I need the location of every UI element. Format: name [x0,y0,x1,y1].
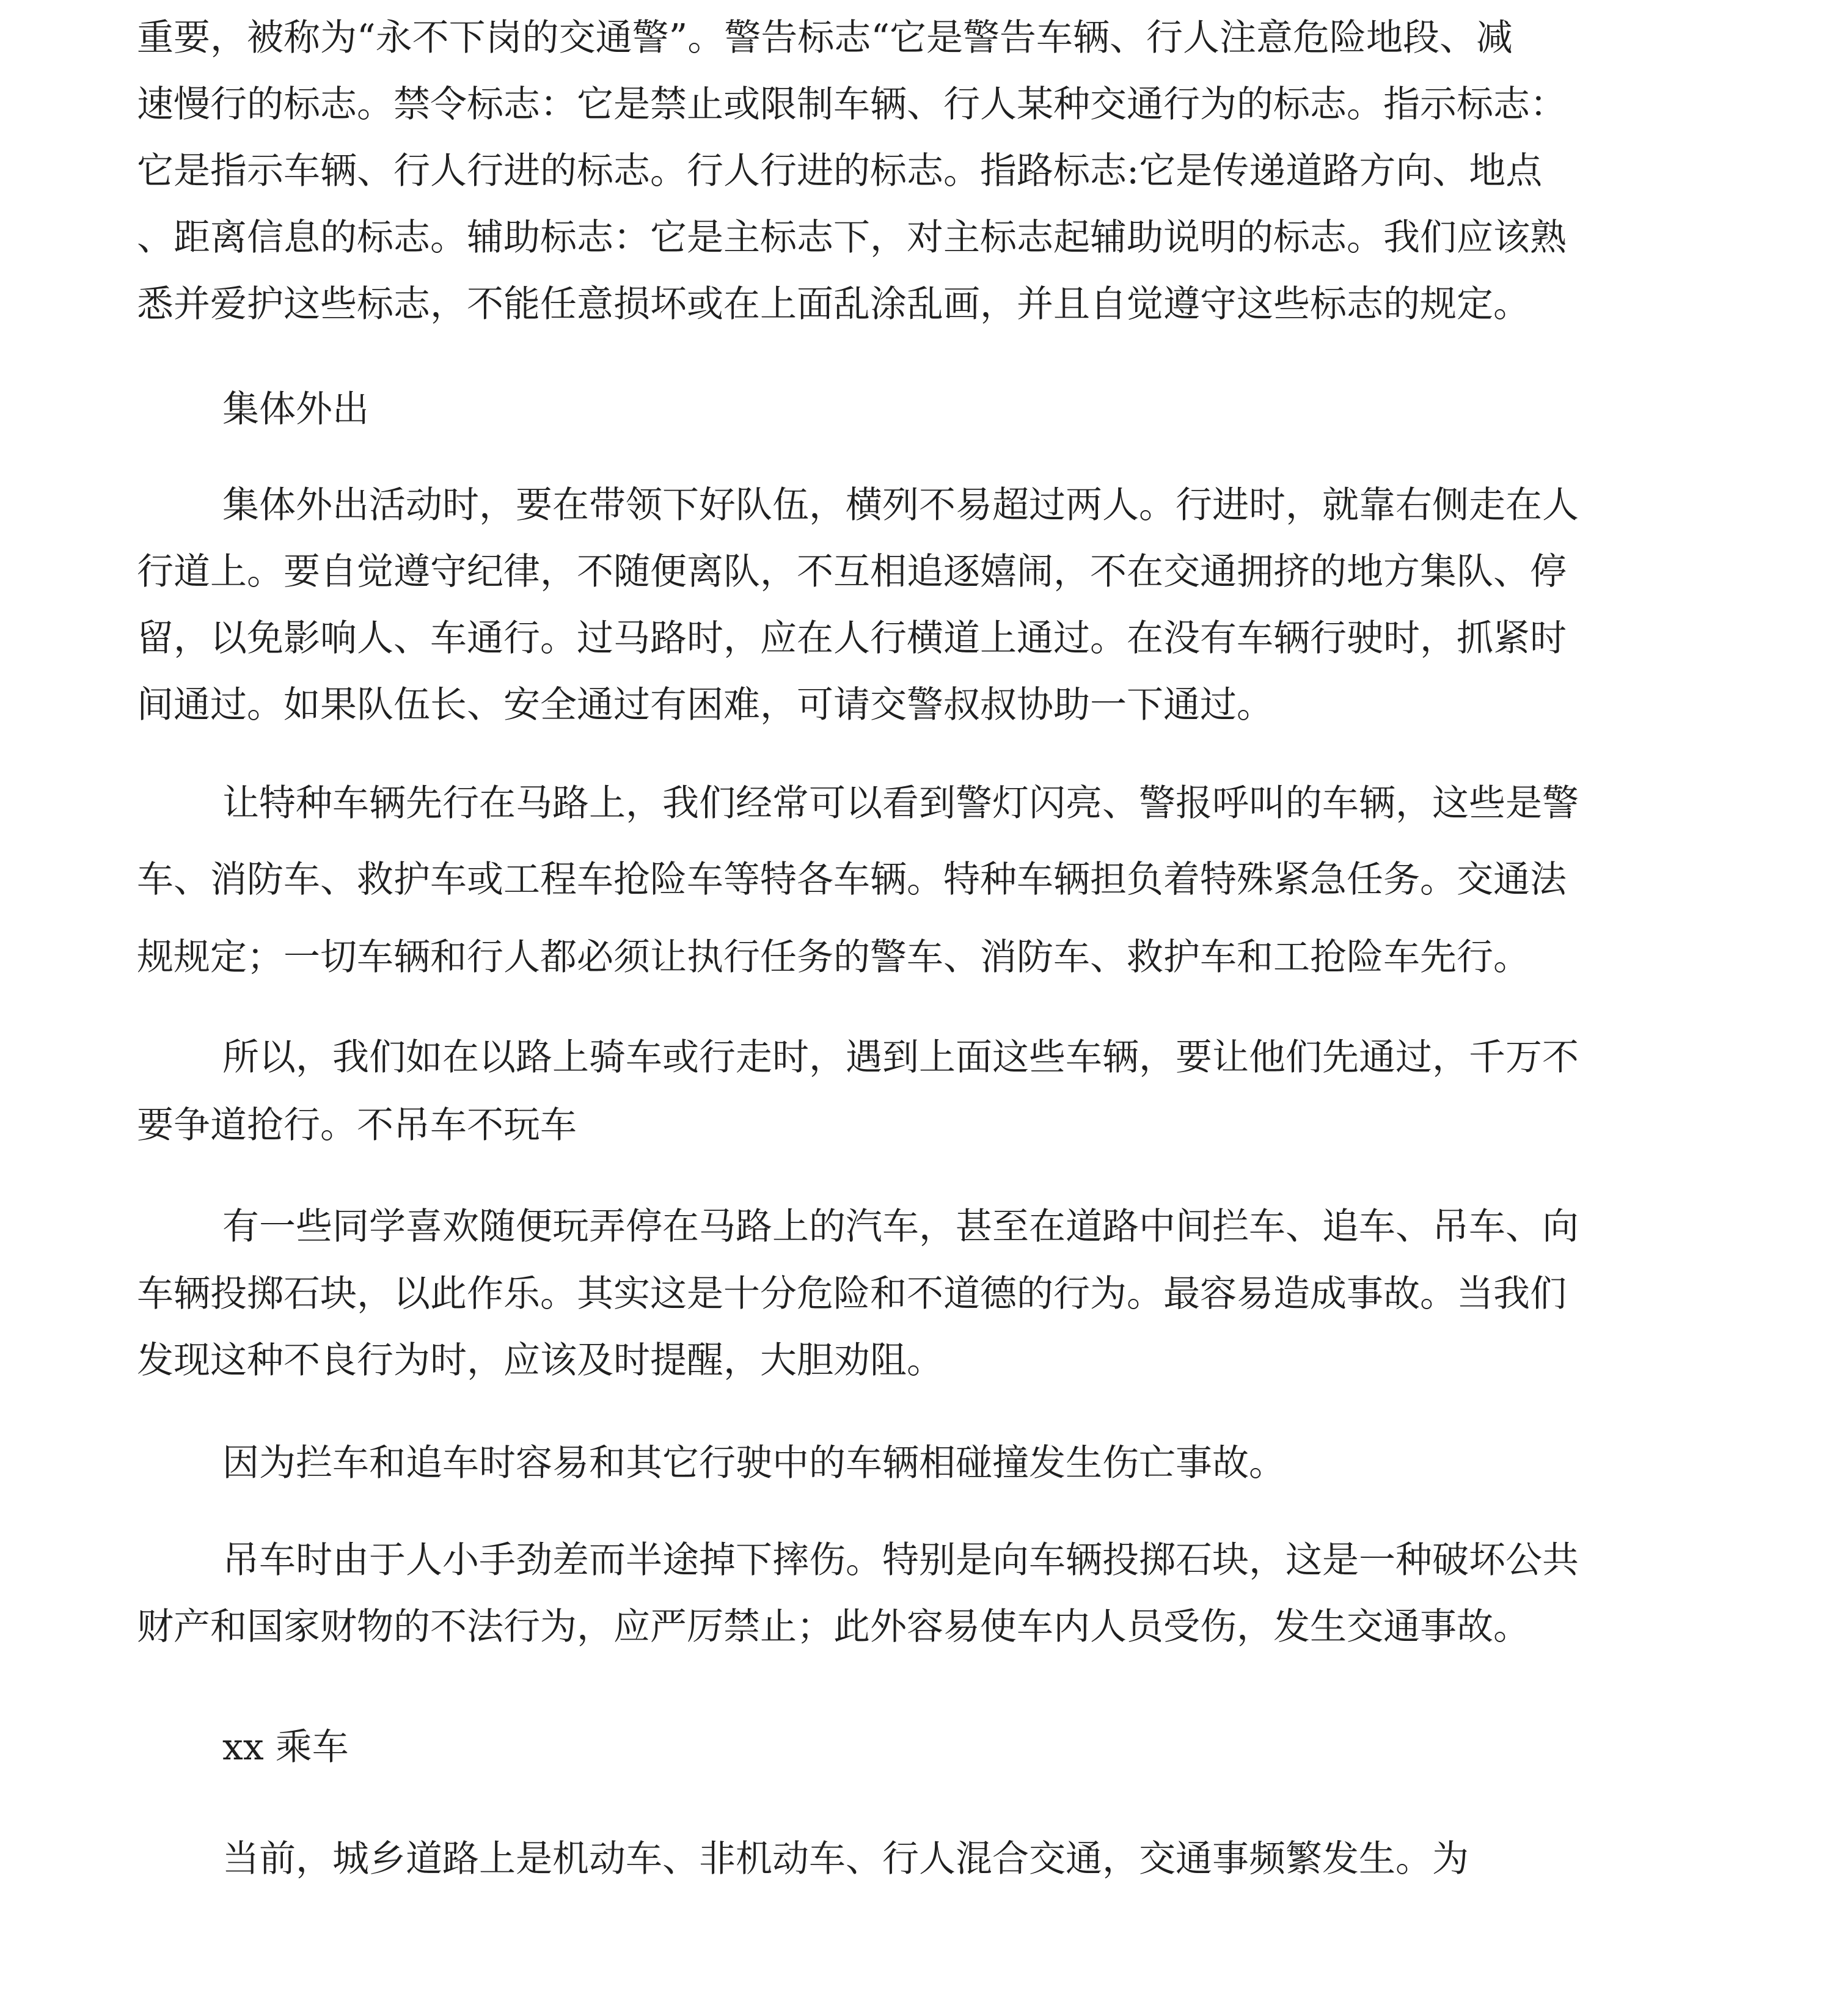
text-line: 所以，我们如在以路上骑车或行走时，遇到上面这些车辆，要让他们先通过，千万不 [222,1036,1579,1079]
text-line: 集体外出活动时，要在带领下好队伍，横列不易超过两人。行进时，就靠右侧走在人 [222,484,1579,527]
text-line: 车、消防车、救护车或工程车抢险车等特各车辆。特种车辆担负着特殊紧急任务。交通法 [137,858,1567,901]
text-line: 财产和国家财物的不法行为，应严厉禁止；此外容易使车内人员受伤，发生交通事故。 [137,1605,1530,1648]
text-line: 要争道抢行。不吊车不玩车 [137,1104,577,1147]
text-line: 重要，被称为“永不下岗的交通警”。警告标志“它是警告车辆、行人注意危险地段、减 [137,16,1513,59]
text-line: 因为拦车和追车时容易和其它行驶中的车辆相碰撞发生伤亡事故。 [222,1442,1286,1485]
text-line: 、距离信息的标志。辅助标志：它是主标志下，对主标志起辅助说明的标志。我们应该熟 [137,216,1567,259]
section-heading: 集体外出 [222,388,369,431]
text-line: 它是指示车辆、行人行进的标志。行人行进的标志。指路标志:它是传递道路方向、地点 [137,150,1543,192]
text-line: 发现这种不良行为时，应该及时提醒，大胆劝阻。 [137,1339,943,1382]
text-line: 让特种车辆先行在马路上，我们经常可以看到警灯闪亮、警报呼叫的车辆，这些是警 [222,782,1579,825]
text-line: 间通过。如果队伍长、安全通过有困难，可请交警叔叔协助一下通过。 [137,684,1273,726]
section-heading: xx 乘车 [222,1726,349,1769]
text-line: 行道上。要自觉遵守纪律，不随便离队，不互相追逐嬉闹，不在交通拥挤的地方集队、停 [137,550,1567,593]
text-line: 吊车时由于人小手劲差而半途掉下摔伤。特别是向车辆投掷石块，这是一种破坏公共 [222,1539,1579,1582]
text-line: 留，以免影响人、车通行。过马路时，应在人行横道上通过。在没有车辆行驶时，抓紧时 [137,617,1567,660]
text-line: 有一些同学喜欢随便玩弄停在马路上的汽车，甚至在道路中间拦车、追车、吊车、向 [222,1205,1579,1248]
text-line: 悉并爱护这些标志，不能任意损坏或在上面乱涂乱画，并且自觉遵守这些标志的规定。 [137,283,1530,326]
text-line: 车辆投掷石块，以此作乐。其实这是十分危险和不道德的行为。最容易造成事故。当我们 [137,1273,1567,1315]
text-line: 规规定；一切车辆和行人都必须让执行任务的警车、消防车、救护车和工抢险车先行。 [137,936,1530,979]
text-line: 当前，城乡道路上是机动车、非机动车、行人混合交通，交通事频繁发生。为 [222,1838,1469,1880]
text-line: 速慢行的标志。禁令标志：它是禁止或限制车辆、行人某种交通行为的标志。指示标志： [137,83,1567,126]
